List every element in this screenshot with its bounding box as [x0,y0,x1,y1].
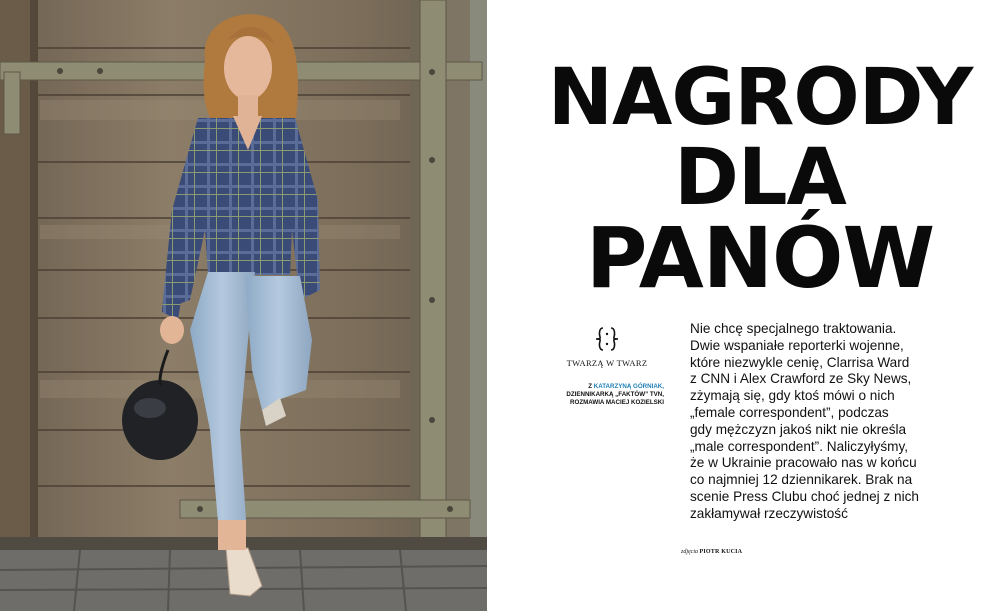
quote-brackets-icon [592,326,622,352]
portrait-photo [0,0,487,611]
photo-credit-prefix: zdjęcia [681,549,698,555]
interviewee-name: KATARZYNĄ GÓRNIAK, [593,383,664,390]
headline-line-3: PANÓW [585,209,935,307]
credits-line-3: ROZMAWIA MACIEJ KOZIELSKI [570,399,664,406]
lead-line: zakłamywał rzeczywistość [690,505,848,521]
headline-line-2: DLA [674,133,846,223]
credits-line-1 [560,383,664,391]
lead-line: co najmniej 12 dziennikarek. Brak na [690,472,913,488]
lead-line: Nie chcę specjalnego traktowania. [690,321,897,336]
headline-line-1: NAGRODY [547,53,973,143]
lead-line: „male correspondent”. Naliczyłyśmy, [690,438,909,454]
section-rubric [548,326,666,368]
credits-prefix: Z [588,383,593,390]
rubric-title: TWARZĄ W TWARZ [566,358,648,368]
photographer-name: PIOTR KUCIA [699,549,743,555]
lead-line: scenie Press Clubu choć jednej z nich [690,488,919,504]
lead-line: z CNN i Alex Crawford ze Sky News, [690,371,912,387]
lead-line: zżymają się, gdy ktoś mówi o nich [690,388,895,404]
credits-line-2: DZIENNIKARKĄ „FAKTÓW” TVN, [566,391,664,398]
headline [540,53,980,307]
lead-line: które niezwykle cenię, Clarrisa Ward [690,354,910,370]
lead-paragraph [690,321,930,523]
photo-credit [681,549,742,555]
lead-line: gdy mężczyzn jakoś nikt nie określa [690,421,907,437]
lead-line: że w Ukrainie pracowało nas w końcu [690,455,917,471]
lead-line: „female correspondent”, podczas [690,404,889,420]
lead-line: Dwie wspaniałe reporterki wojenne, [690,337,904,353]
interview-credits [560,383,664,407]
